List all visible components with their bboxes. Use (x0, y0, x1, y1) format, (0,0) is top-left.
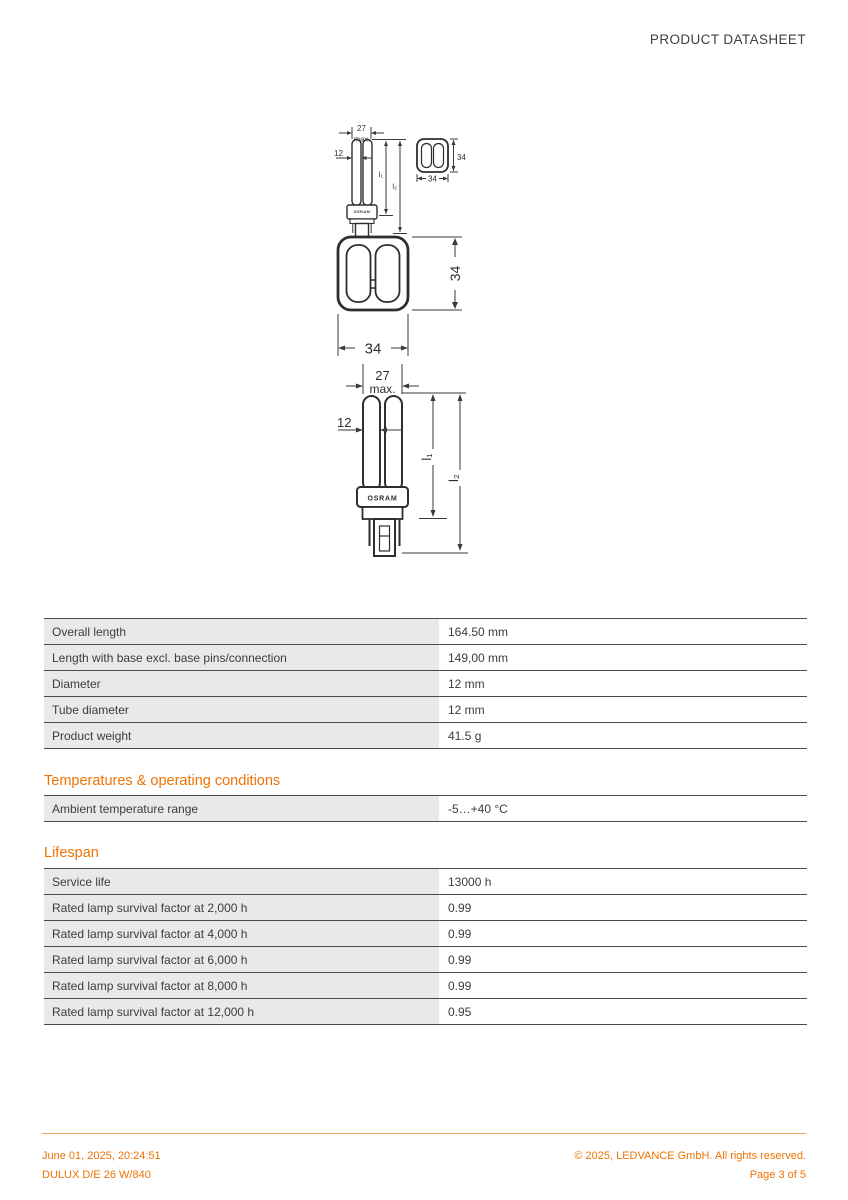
dim-label-max-small: max. (353, 134, 371, 144)
large-cross-section (338, 237, 463, 358)
table-row (44, 869, 807, 895)
osram-logo-text: OSRAM (367, 495, 398, 503)
table-row (44, 999, 807, 1025)
small-front-view (334, 124, 407, 237)
dim-label-34-small-bottom: 34 (428, 174, 437, 184)
spec-label: Rated lamp survival factor at 6,000 h (44, 947, 439, 973)
spec-label: Diameter (44, 671, 439, 697)
section-heading-temperatures: Temperatures & operating conditions (44, 773, 281, 789)
spec-value: 0.95 (439, 999, 807, 1025)
spec-label: Rated lamp survival factor at 4,000 h (44, 921, 439, 947)
table-row (44, 947, 807, 973)
table-row (44, 697, 807, 723)
spec-value: 0.99 (439, 973, 807, 999)
page-title: PRODUCT DATASHEET (649, 32, 806, 47)
spec-label: Overall length (44, 619, 439, 645)
spec-label: Product weight (44, 723, 439, 749)
footer-product-name: DULUX D/E 26 W/840 (42, 1169, 151, 1181)
table-row (44, 895, 807, 921)
spec-value: 0.99 (439, 947, 807, 973)
spec-value: 12 mm (439, 697, 807, 723)
table-row (44, 973, 807, 999)
dim-label-34-bottom: 34 (364, 340, 382, 358)
small-cross-section (417, 139, 466, 184)
spec-label: Service life (44, 869, 439, 895)
footer-timestamp: June 01, 2025, 20:24:51 (42, 1150, 161, 1162)
dim-label-l2: l₂ (446, 474, 461, 482)
spec-label: Rated lamp survival factor at 8,000 h (44, 973, 439, 999)
table-row (44, 671, 807, 697)
table-row (44, 796, 807, 822)
large-front-view (337, 364, 468, 556)
footer-right (574, 1147, 806, 1185)
spec-label: Ambient temperature range (44, 796, 439, 822)
spec-label: Tube diameter (44, 697, 439, 723)
dim-label-34-right: 34 (447, 265, 463, 282)
spec-label: Rated lamp survival factor at 2,000 h (44, 895, 439, 921)
spec-value: 149,00 mm (439, 645, 807, 671)
spec-value: 164.50 mm (439, 619, 807, 645)
table-row (44, 921, 807, 947)
spec-value: -5…+40 °C (439, 796, 807, 822)
dim-label-12-small: 12 (334, 149, 343, 158)
lifespan-table (44, 868, 807, 1025)
table-row (44, 723, 807, 749)
footer-divider (42, 1133, 806, 1134)
temperatures-table (44, 795, 807, 822)
spec-label: Length with base excl. base pins/connection (44, 645, 439, 671)
spec-value: 41.5 g (439, 723, 807, 749)
spec-value: 13000 h (439, 869, 807, 895)
dim-label-l1: l₁ (419, 453, 434, 461)
dim-label-12: 12 (337, 415, 352, 430)
spec-value: 12 mm (439, 671, 807, 697)
dim-label-27: 27 (375, 368, 390, 383)
table-row (44, 619, 807, 645)
dim-label-27-small: 27 (357, 124, 366, 133)
table-row (44, 645, 807, 671)
footer-copyright: © 2025, LEDVANCE GmbH. All rights reserved. (574, 1150, 806, 1162)
dim-label-max: max. (369, 382, 396, 396)
footer-page-number: Page 3 of 5 (749, 1169, 806, 1181)
spec-value: 0.99 (439, 921, 807, 947)
spec-label: Rated lamp survival factor at 12,000 h (44, 999, 439, 1025)
spec-value: 0.99 (439, 895, 807, 921)
dimension-drawing (330, 115, 475, 575)
dimensions-table (44, 618, 807, 749)
section-heading-lifespan: Lifespan (44, 845, 99, 861)
dim-label-l2-small: l₂ (392, 182, 397, 191)
dim-label-l1-small: l₁ (378, 170, 383, 179)
dim-label-34-small-right: 34 (457, 153, 466, 162)
osram-logo-text-small: OSRAM (353, 210, 371, 214)
footer-left (42, 1147, 161, 1185)
